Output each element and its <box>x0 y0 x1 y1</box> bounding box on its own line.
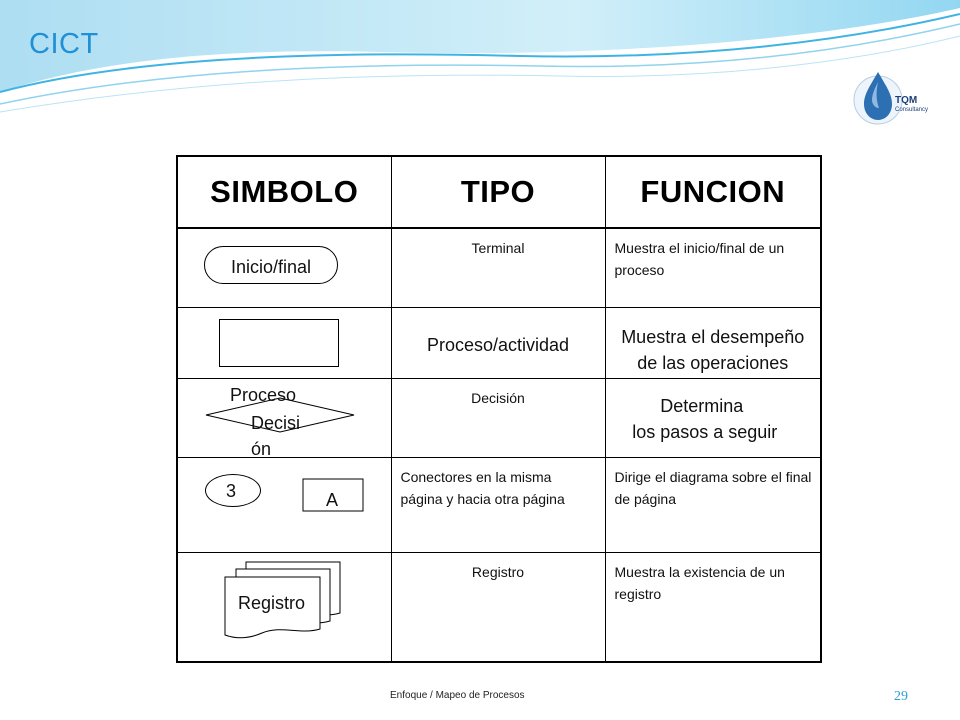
symbol-cell <box>177 458 391 553</box>
funcion-cell: Muestra la existencia de un registro <box>605 553 821 663</box>
tipo-cell: Conectores en la misma página y hacia otra página <box>391 458 605 553</box>
funcion-cell <box>605 308 821 379</box>
logo-text <box>895 96 928 113</box>
funcion-cell: Dirige el diagrama sobre el final de página <box>605 458 821 553</box>
funcion-line-1: Muestra el desempeño <box>621 327 805 347</box>
decision-label-1: Proceso <box>230 385 297 405</box>
tipo-cell: Decisión <box>391 379 605 458</box>
decision-label-3: ón <box>251 439 272 459</box>
header-funcion: FUNCION <box>605 156 821 228</box>
off-page-connector-label: A <box>326 490 339 510</box>
tipo-cell: Terminal <box>391 228 605 308</box>
slide-title: CICT <box>29 28 99 60</box>
funcion-line-2: los pasos a seguir <box>632 422 778 442</box>
table-row <box>177 228 821 308</box>
page-number: 29 <box>894 689 908 704</box>
table-row <box>177 458 821 553</box>
tipo-text: Proceso/actividad <box>426 335 570 355</box>
terminal-symbol: Inicio/final <box>204 246 338 284</box>
funcion-line-1: Determina <box>660 396 744 416</box>
slide-footer: Enfoque / Mapeo de Procesos <box>390 690 525 701</box>
process-symbol <box>219 319 339 367</box>
symbol-cell <box>177 228 391 308</box>
tipo-cell <box>391 308 605 379</box>
header-wave-decoration <box>0 0 960 130</box>
funcion-line-2: de las operaciones <box>637 353 789 373</box>
header-tipo: TIPO <box>391 156 605 228</box>
table-row <box>177 379 821 458</box>
table-row <box>177 553 821 663</box>
funcion-cell <box>605 379 821 458</box>
symbol-cell <box>177 553 391 663</box>
logo-main-text: TQM <box>895 95 918 106</box>
symbol-cell <box>177 308 391 379</box>
flowchart-symbols-table <box>176 155 822 663</box>
funcion-cell: Muestra el inicio/final de un proceso <box>605 228 821 308</box>
table-row <box>177 308 821 379</box>
decision-label-2: Decisi <box>251 413 301 433</box>
document-label: Registro <box>238 593 306 613</box>
on-page-connector-symbol: 3 <box>205 474 261 507</box>
symbol-cell <box>177 379 391 458</box>
header-simbolo: SIMBOLO <box>177 156 391 228</box>
logo-sub-text: Consultancy <box>895 107 929 113</box>
tipo-cell: Registro <box>391 553 605 663</box>
